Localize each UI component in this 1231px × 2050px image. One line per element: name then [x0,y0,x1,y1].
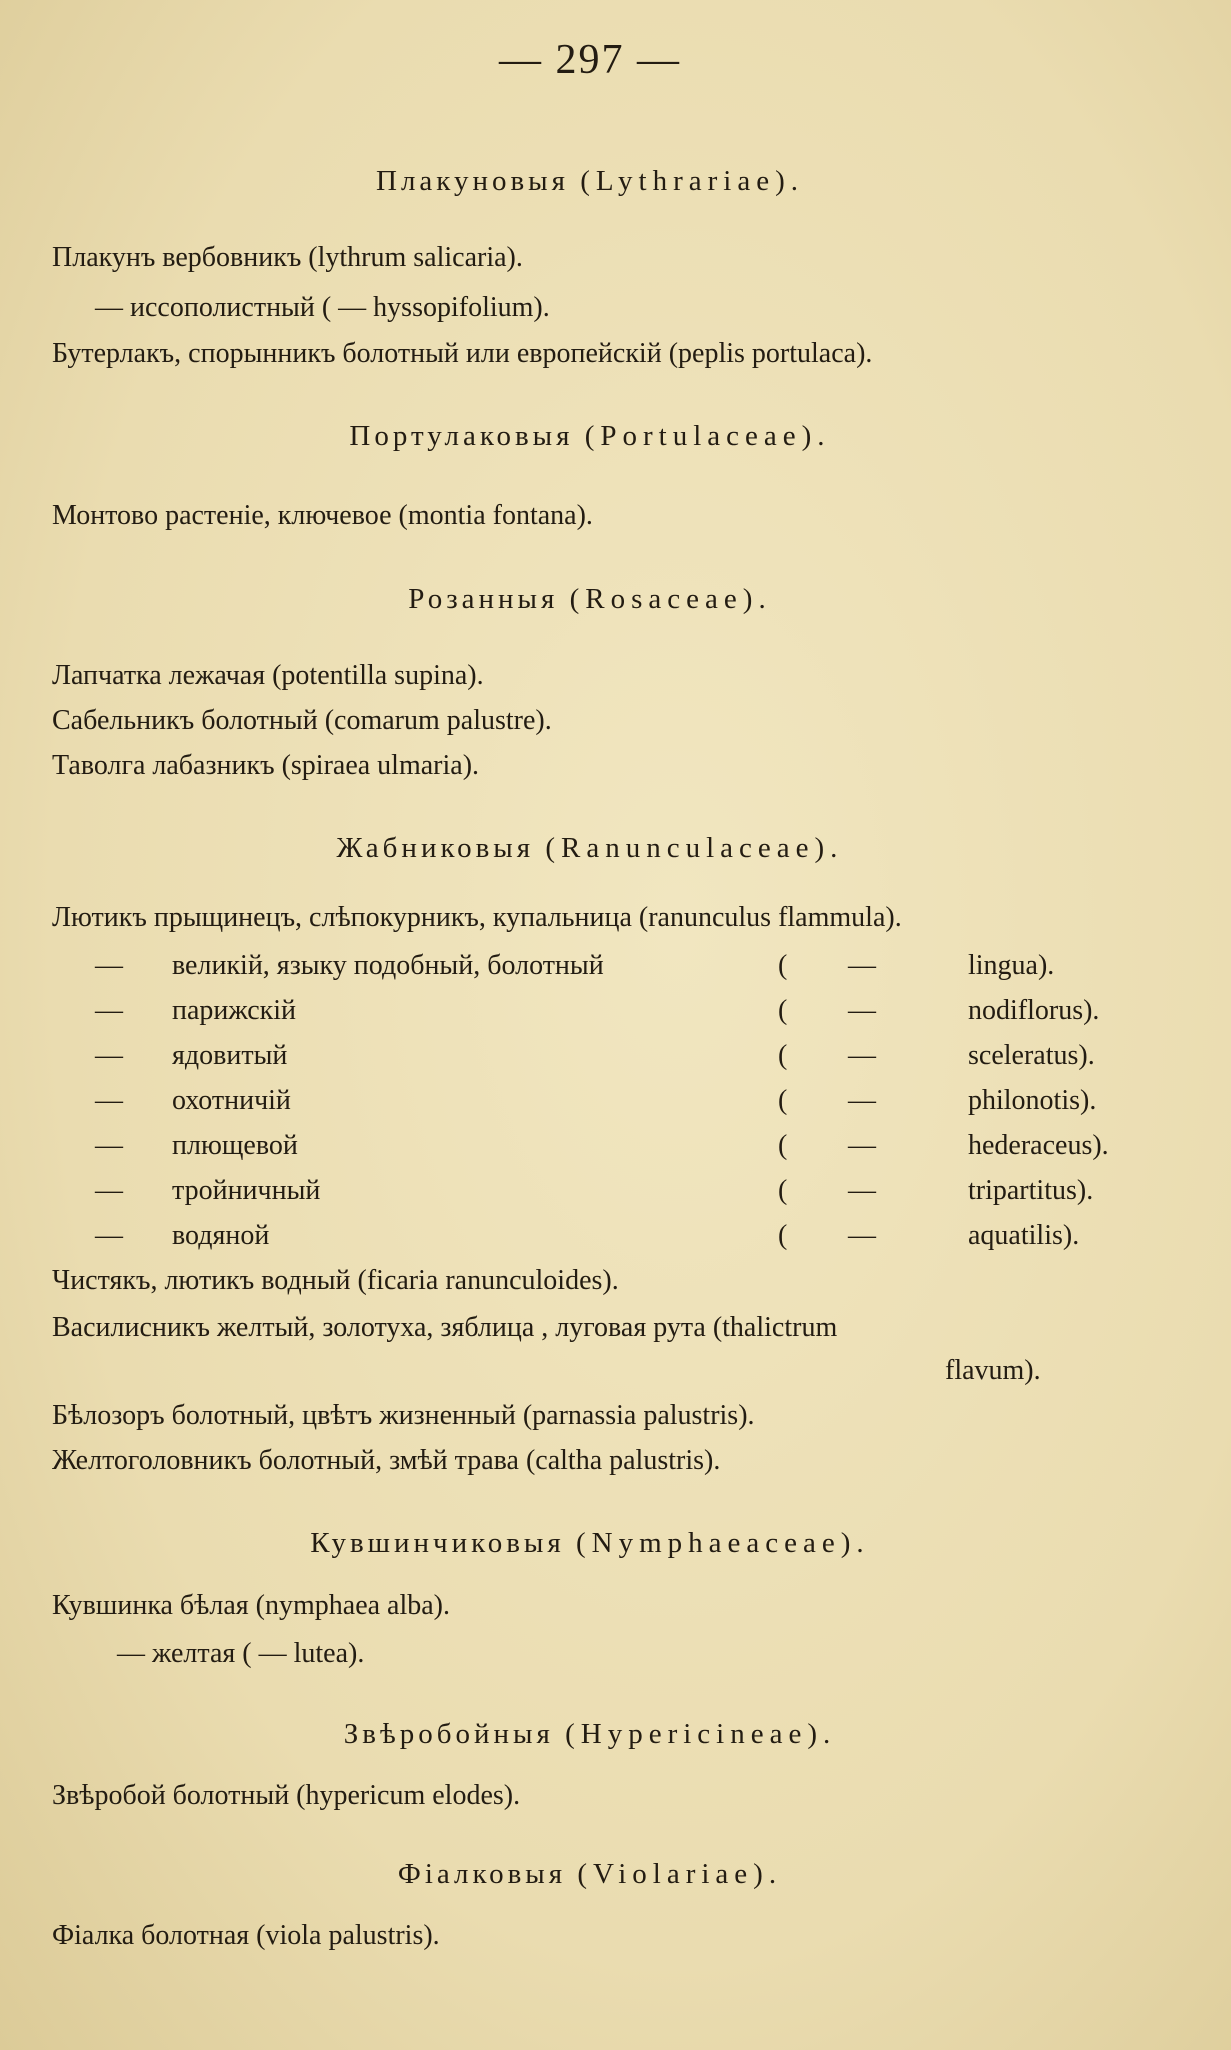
ditto-dash: — [95,995,123,1026]
entry-line: Чистякъ, лютикъ водный (ficaria ranunculoides). [52,1265,619,1296]
species-name: водяной [172,1220,270,1251]
section-heading-ranunculaceae [0,832,1180,865]
entry-line: Бутерлакъ, спорынникъ болотный или европейскій (peplis portulaca). [52,338,873,369]
ditto-dash: — [848,1085,876,1116]
entry-line: Желтоголовникъ болотный, змѣй трава (caltha palustris). [52,1445,721,1476]
section-heading-rosaceae [0,583,1180,616]
species-name: великій, языку подобный, болотный [172,950,604,981]
entry-line: Василисникъ желтый, золотуха, зяблица , луговая рута (thalictrum [52,1312,838,1343]
entry-line: Таволга лабазникъ (spiraea ulmaria). [52,750,480,781]
open-bracket: ( [778,1220,788,1251]
ditto-dash: — [848,950,876,981]
heading-latin: (Violariae). [577,1858,783,1890]
heading-russian: Розанныя [408,583,559,615]
heading-latin: (Ranunculaceae). [545,832,844,864]
heading-latin: (Portulaceae). [584,420,831,452]
heading-latin: (Nymphaeaceae). [576,1527,870,1559]
heading-russian: Плакуновыя [376,165,570,197]
ditto-dash: — [848,995,876,1026]
ditto-dash: — [848,1220,876,1251]
section-heading-lythrariae [0,165,1180,198]
page-number: — 297 — [499,37,681,83]
species-latin: hederaceus). [968,1130,1109,1161]
species-name: ядовитый [172,1040,288,1071]
entry-line: Звѣробой болотный (hypericum elodes). [52,1780,521,1811]
heading-latin: (Hypericineae). [565,1718,837,1750]
entry-line: Лапчатка лежачая (potentilla supina). [52,660,484,691]
section-heading-violariae [0,1858,1180,1891]
entry-line: Кувшинка бѣлая (nymphaea alba). [52,1590,451,1621]
section-heading-portulaceae [0,420,1180,453]
heading-russian: Звѣробойныя [343,1718,554,1750]
open-bracket: ( [778,1175,788,1206]
entry-line: — иссополистный ( — hyssopifolium). [95,292,550,323]
species-latin: aquatilis). [968,1220,1080,1251]
ditto-dash: — [95,1220,123,1251]
ditto-dash: — [95,1175,123,1206]
entry-line-continuation: flavum). [945,1355,1041,1386]
heading-russian: Жабниковыя [336,832,535,864]
open-bracket: ( [778,1040,788,1071]
ditto-dash: — [95,950,123,981]
ditto-dash: — [95,1085,123,1116]
ditto-dash: — [95,1130,123,1161]
ditto-dash: — [848,1040,876,1071]
species-name: парижскій [172,995,297,1026]
ditto-dash: — [848,1130,876,1161]
species-latin: philonotis). [968,1085,1097,1116]
open-bracket: ( [778,995,788,1026]
heading-russian: Кувшинчиковыя [310,1527,565,1559]
heading-russian: Фіалковыя [397,1858,567,1890]
species-name: плющевой [172,1130,298,1161]
species-name: тройничный [172,1175,321,1206]
species-latin: sceleratus). [968,1040,1095,1071]
ditto-dash: — [848,1175,876,1206]
open-bracket: ( [778,1130,788,1161]
entry-line: — желтая ( — lutea). [117,1638,365,1669]
heading-latin: (Lythrariae). [580,165,804,197]
section-heading-hypericineae [0,1718,1180,1751]
species-name: охотничій [172,1085,291,1116]
species-latin: tripartitus). [968,1175,1094,1206]
open-bracket: ( [778,950,788,981]
entry-line: Монтово растеніе, ключевое (montia fontana). [52,500,593,531]
species-latin: nodiflorus). [968,995,1100,1026]
entry-line: Плакунъ вербовникъ (lythrum salicaria). [52,242,523,273]
ditto-dash: — [95,1040,123,1071]
species-latin: lingua). [968,950,1055,981]
open-bracket: ( [778,1085,788,1116]
section-heading-nymphaeaceae [0,1527,1180,1560]
heading-latin: (Rosaceae). [569,583,772,615]
entry-line: Бѣлозоръ болотный, цвѣтъ жизненный (parnassia palustris). [52,1400,755,1431]
entry-line: Сабельникъ болотный (comarum palustre). [52,705,552,736]
entry-line: Фіалка болотная (viola palustris). [52,1920,440,1951]
heading-russian: Портулаковыя [349,420,574,452]
entry-line: Лютикъ прыщинецъ, слѣпокурникъ, купальница (ranunculus flammula). [52,902,902,933]
